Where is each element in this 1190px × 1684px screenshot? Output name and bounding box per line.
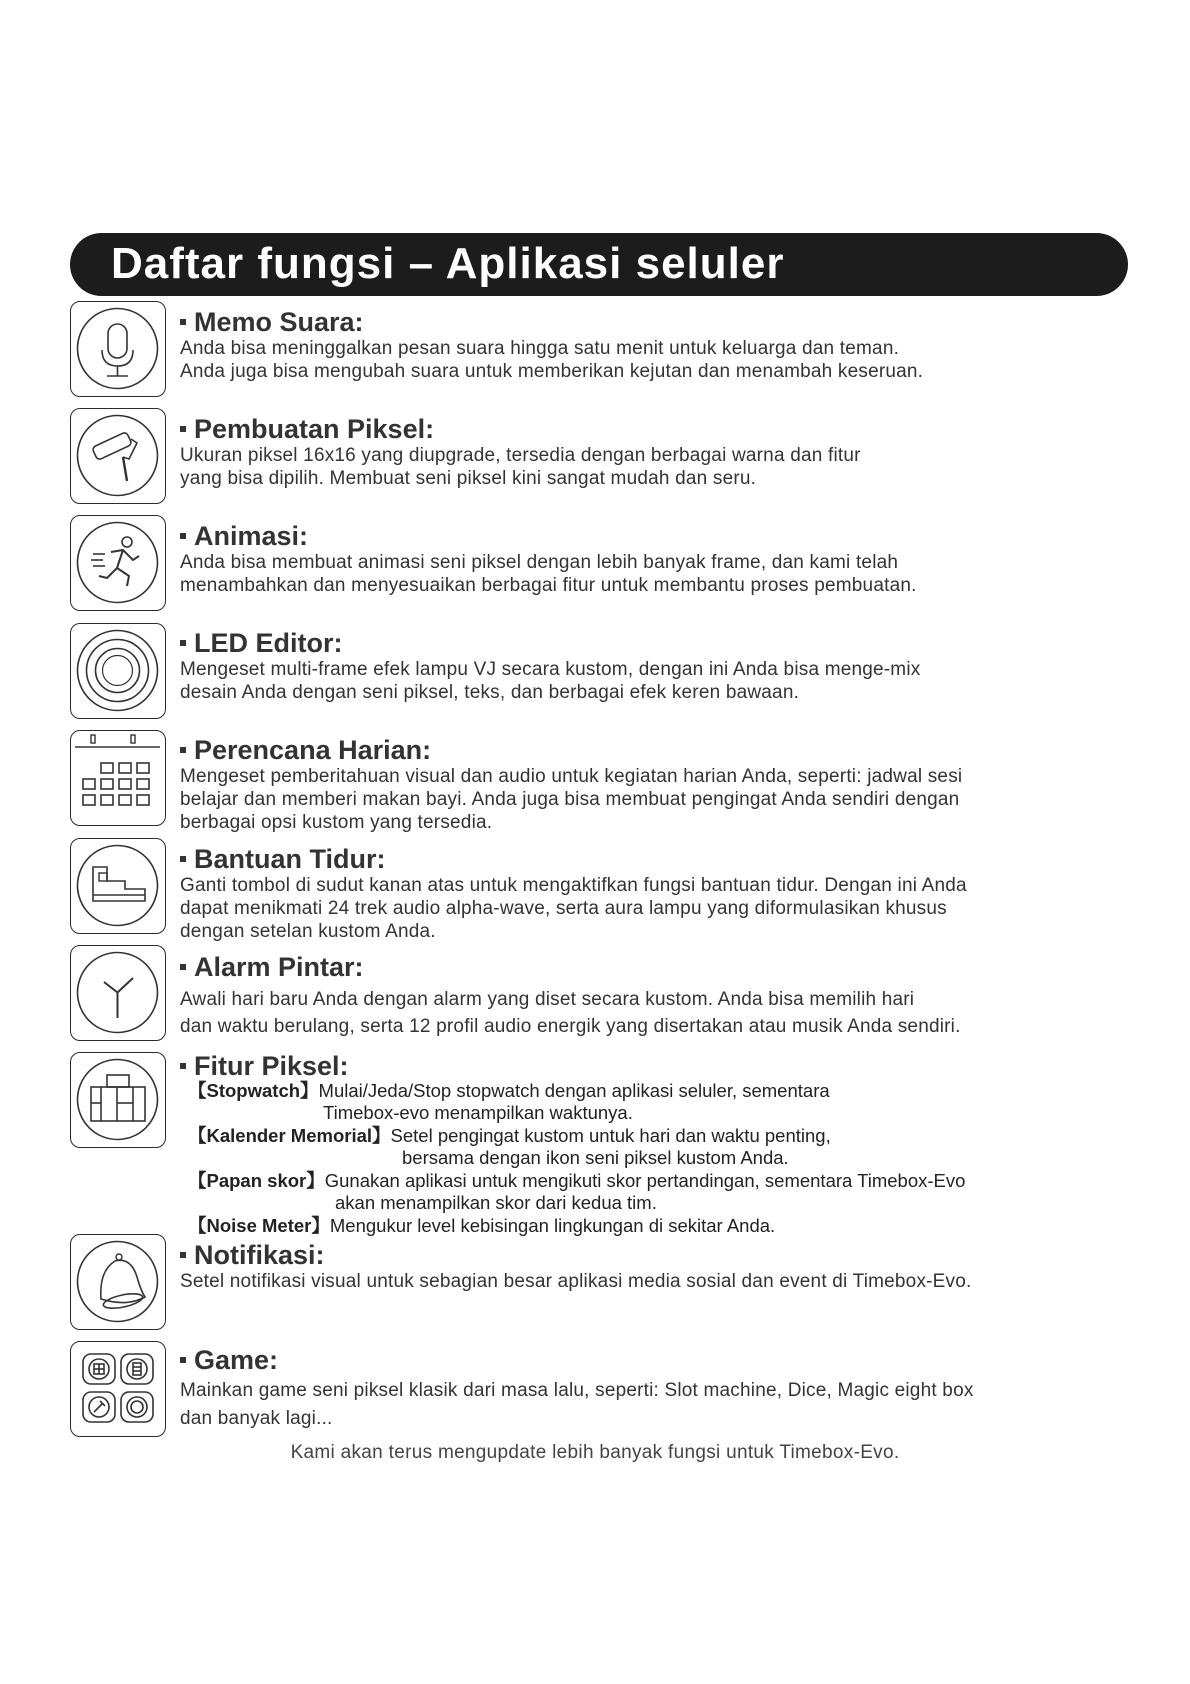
feature-title: Fitur Piksel: (194, 1051, 349, 1081)
feature-title: Game: (194, 1345, 279, 1375)
feature-title: LED Editor: (194, 628, 343, 658)
feature-title: Notifikasi: (194, 1240, 325, 1270)
feature-desc-line: Mainkan game seni piksel klasik dari masa lalu, seperti: Slot machine, Dice, Magic eight box (180, 1380, 974, 1401)
feature-title: Perencana Harian: (194, 735, 432, 765)
feature-notifikasi (180, 1240, 1110, 1293)
feature-alarm-pintar (180, 952, 1110, 1040)
feature-desc-line: Awali hari baru Anda dengan alarm yang diset secara kustom. Anda bisa memilih hari (180, 989, 915, 1010)
feature-desc-line: Ukuran piksel 16x16 yang diupgrade, tersedia dengan berbagai warna dan fitur (180, 445, 861, 466)
feature-desc-line: Mengeset pemberitahuan visual dan audio untuk kegiatan harian Anda, seperti: jadwal sesi (180, 766, 963, 787)
feature-desc-line: Setel notifikasi visual untuk sebagian besar aplikasi media sosial dan event di Timebox-Evo. (180, 1271, 972, 1292)
page-title: Daftar fungsi – Aplikasi seluler (111, 239, 785, 288)
pixel-feature-text: Mengukur level kebisingan lingkungan di sekitar Anda. (329, 1215, 776, 1236)
pixel-feature-text: Gunakan aplikasi untuk mengikuti skor pertandingan, sementara Timebox-Evo (324, 1170, 966, 1191)
feature-title: Pembuatan Piksel: (194, 414, 435, 444)
pixel-blocks-icon (70, 1052, 166, 1148)
feature-bantuan-tidur (180, 844, 1110, 943)
feature-pembuatan-piksel (180, 414, 1110, 490)
bell-icon (70, 1234, 166, 1330)
feature-desc-line: Mengeset multi-frame efek lampu VJ secara kustom, dengan ini Anda bisa menge-mix (180, 659, 921, 680)
paint-roller-icon (70, 408, 166, 504)
feature-desc-line: berbagai opsi kustom yang tersedia. (180, 812, 493, 833)
pixel-feature-stopwatch (188, 1080, 1108, 1124)
feature-desc-line: desain Anda dengan seni piksel, teks, dan berbagai efek keren bawaan. (180, 682, 800, 703)
feature-desc-line: belajar dan memberi makan bayi. Anda juga bisa membuat pengingat Anda sendiri dengan (180, 789, 960, 810)
feature-desc-line: dapat menikmati 24 trek audio alpha-wave, serta aura lampu yang diformulasikan khusus (180, 898, 947, 919)
pixel-feature-label: 【Noise Meter】 (188, 1215, 330, 1236)
feature-animasi (180, 521, 1110, 597)
game-grid-icon (70, 1341, 166, 1437)
feature-title: Alarm Pintar: (194, 952, 364, 982)
section-banner (70, 233, 1128, 296)
feature-desc-line: Anda juga bisa mengubah suara untuk memberikan kejutan dan menambah keseruan. (180, 361, 924, 382)
feature-memo-suara (180, 307, 1110, 383)
feature-title: Bantuan Tidur: (194, 844, 386, 874)
pixel-feature-papan-skor (188, 1170, 1108, 1214)
pixel-feature-cont: Timebox-evo menampilkan waktunya. (323, 1102, 633, 1123)
feature-title: Animasi: (194, 521, 309, 551)
feature-desc-line: Ganti tombol di sudut kanan atas untuk mengaktifkan fungsi bantuan tidur. Dengan ini Anda (180, 875, 967, 896)
pixel-feature-label: 【Stopwatch】 (188, 1080, 319, 1101)
led-ring-icon (70, 623, 166, 719)
feature-desc-line: dengan setelan kustom Anda. (180, 921, 436, 942)
feature-game (180, 1345, 1110, 1433)
feature-title: Memo Suara: (194, 307, 364, 337)
running-figure-icon (70, 515, 166, 611)
calendar-icon (70, 730, 166, 826)
feature-perencana-harian (180, 735, 1110, 834)
pixel-feature-cont: akan menampilkan skor dari kedua tim. (335, 1192, 657, 1213)
pixel-feature-text: Setel pengingat kustom untuk hari dan waktu penting, (390, 1125, 831, 1146)
pixel-feature-noise-meter (188, 1215, 1108, 1237)
pixel-feature-label: 【Papan skor】 (188, 1170, 325, 1191)
feature-desc-line: Anda bisa meninggalkan pesan suara hingga satu menit untuk keluarga dan teman. (180, 338, 900, 359)
pixel-feature-kalender-memorial (188, 1125, 1108, 1169)
feature-desc-line: dan banyak lagi... (180, 1408, 333, 1429)
pixel-feature-text: Mulai/Jeda/Stop stopwatch dengan aplikasi seluler, sementara (318, 1080, 830, 1101)
feature-fitur-piksel (180, 1051, 1110, 1081)
feature-desc-line: dan waktu berulang, serta 12 profil audio energik yang disertakan atau musik Anda sendiri. (180, 1016, 961, 1037)
feature-desc-line: menambahkan dan menyesuaikan berbagai fitur untuk membantu proses pembuatan. (180, 575, 917, 596)
pixel-feature-cont: bersama dengan ikon seni piksel kustom Anda. (402, 1147, 789, 1168)
feature-desc-line: yang bisa dipilih. Membuat seni piksel kini sangat mudah dan seru. (180, 468, 757, 489)
footer-note: Kami akan terus mengupdate lebih banyak fungsi untuk Timebox-Evo. (290, 1442, 900, 1463)
clock-icon (70, 945, 166, 1041)
microphone-icon (70, 301, 166, 397)
pixel-feature-label: 【Kalender Memorial】 (188, 1125, 391, 1146)
bed-icon (70, 838, 166, 934)
feature-led-editor (180, 628, 1110, 704)
feature-desc-line: Anda bisa membuat animasi seni piksel dengan lebih banyak frame, dan kami telah (180, 552, 899, 573)
